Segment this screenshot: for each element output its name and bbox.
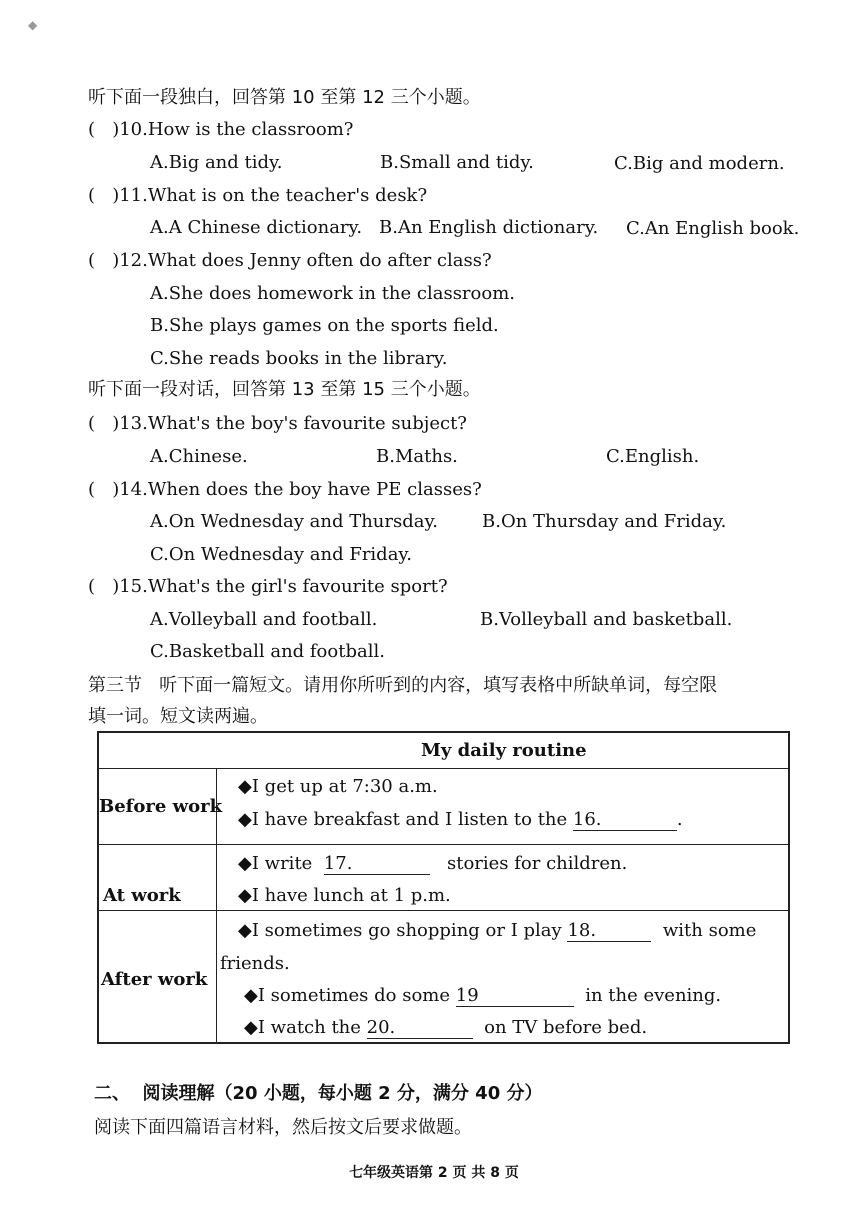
at-work-line2: ◆I have lunch at 1 p.m. [238, 885, 451, 906]
row-label-before-work: Before work [99, 796, 223, 817]
question-12-stem: ( )12.What does Jenny often do after class? [88, 250, 492, 271]
row-label-at-work: At work [103, 885, 181, 906]
question-11-option-a: A.A Chinese dictionary. [150, 217, 363, 238]
before-work-line1: ◆I get up at 7:30 a.m. [238, 776, 438, 797]
table-divider [99, 844, 788, 845]
part3-instructions-line2: 填一词。短文读两遍。 [88, 706, 268, 727]
table-title: My daily routine [421, 740, 587, 761]
after-work-line3: ◆I sometimes do some 19 in the evening. [244, 985, 722, 1006]
question-14-option-c: C.On Wednesday and Friday. [150, 544, 412, 565]
dialogue-intro: 听下面一段对话，回答第 13 至第 15 三个小题。 [88, 379, 481, 400]
question-10-option-c: C.Big and modern. [614, 153, 785, 174]
question-13-option-a: A.Chinese. [150, 446, 248, 467]
question-11-stem: ( )11.What is on the teacher's desk? [88, 185, 428, 206]
question-12-option-a: A.She does homework in the classroom. [150, 283, 516, 304]
reading-section-intro: 阅读下面四篇语言材料，然后按文后要求做题。 [94, 1117, 472, 1138]
answer-blank-16[interactable]: 16. [573, 810, 677, 831]
after-work-line1: ◆I sometimes go shopping or I play 18. with some [238, 920, 757, 941]
answer-blank-18[interactable]: 18. [567, 921, 651, 942]
question-15-option-b: B.Volleyball and basketball. [480, 609, 733, 630]
question-11-option-c: C.An English book. [626, 218, 800, 239]
question-12-option-b: B.She plays games on the sports field. [150, 315, 499, 336]
after-work-line4: ◆I watch the 20. on TV before bed. [244, 1017, 648, 1038]
question-13-option-b: B.Maths. [376, 446, 458, 467]
question-14-option-a: A.On Wednesday and Thursday. [150, 511, 438, 532]
row-label-after-work: After work [101, 969, 208, 990]
answer-blank-20[interactable]: 20. [367, 1018, 473, 1039]
monologue-intro: 听下面一段独白，回答第 10 至第 12 三个小题。 [88, 87, 481, 108]
question-14-option-b: B.On Thursday and Friday. [482, 511, 727, 532]
page-footer: 七年级英语第 2 页 共 8 页 [349, 1165, 519, 1181]
question-11-option-b: B.An English dictionary. [379, 217, 599, 238]
question-15-option-c: C.Basketball and football. [150, 641, 385, 662]
part3-instructions-line1: 第三节 听下面一篇短文。请用你所听到的内容，填写表格中所缺单词，每空限 [88, 675, 718, 696]
question-13-stem: ( )13.What's the boy's favourite subject? [88, 413, 467, 434]
question-10-option-a: A.Big and tidy. [150, 152, 283, 173]
before-work-line2: ◆I have breakfast and I listen to the 16. . [238, 809, 683, 830]
corner-mark: ◆ [28, 18, 38, 32]
at-work-line1: ◆I write 17. stories for children. [238, 853, 628, 874]
after-work-line2: friends. [220, 953, 290, 974]
question-12-option-c: C.She reads books in the library. [150, 348, 448, 369]
reading-section-title: 二、 阅读理解（20 小题，每小题 2 分，满分 40 分） [94, 1083, 543, 1104]
question-15-option-a: A.Volleyball and football. [150, 609, 378, 630]
question-14-stem: ( )14.When does the boy have PE classes? [88, 479, 482, 500]
table-divider [99, 910, 788, 911]
question-15-stem: ( )15.What's the girl's favourite sport? [88, 576, 448, 597]
question-10-option-b: B.Small and tidy. [380, 152, 534, 173]
table-divider [99, 768, 788, 769]
daily-routine-table [97, 731, 790, 1044]
question-10-stem: ( )10.How is the classroom? [88, 119, 354, 140]
question-13-option-c: C.English. [606, 446, 700, 467]
answer-blank-19[interactable]: 19 [456, 986, 574, 1007]
answer-blank-17[interactable]: 17. [324, 854, 430, 875]
